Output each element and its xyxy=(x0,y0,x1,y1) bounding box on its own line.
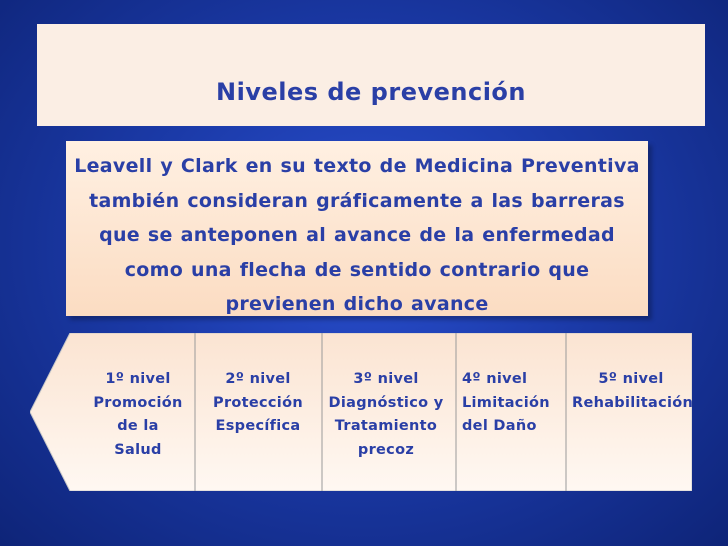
level-4: 4º nivel Limitación del Daño xyxy=(462,371,550,434)
slide-title: Niveles de prevención xyxy=(215,78,527,106)
quote-text: Leavell y Clark en su texto de Medicina Preventiva también consideran gráficamente a las barreras que se anteponen al avance de la enfermedad como una flecha de sentido contrario que previenen dicho avance xyxy=(74,155,640,315)
level-2: 2º nivel Protección Específica xyxy=(213,371,303,434)
level-3: 3º nivel Diagnóstico y Tratamiento precoz xyxy=(328,371,444,458)
level-5: 5º nivel Rehabilitación xyxy=(572,371,694,411)
title-panel xyxy=(37,24,705,126)
quote-box xyxy=(66,141,648,316)
level-1: 1º nivel Promoción de la Salud xyxy=(93,371,183,458)
